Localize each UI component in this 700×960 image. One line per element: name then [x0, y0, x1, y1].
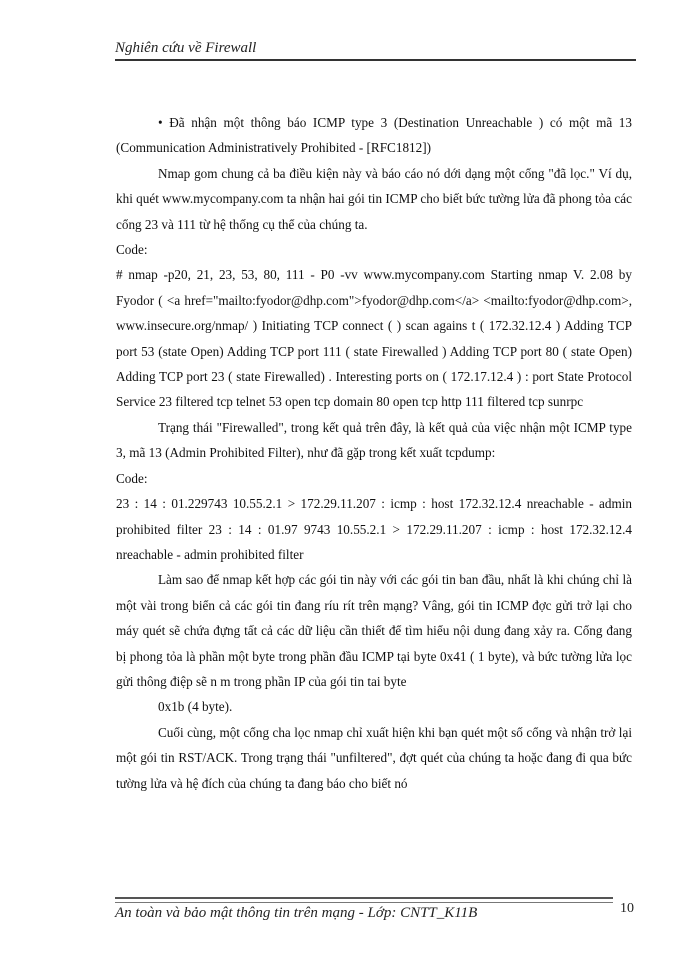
paragraph-nmap-intro: Nmap gom chung cả ba điều kiện này và báo cáo nó dới dạng một cổng "đã lọc." Ví dụ, khi quét www.mycompany.com ta nhận hai gói tin ICMP cho biết bức tường lửa đã phong tỏa các cổng 23 và 111 từ hệ thống cụ thể của chúng ta. — [116, 165, 632, 232]
paragraph-byte-offset: 0x1b (4 byte). — [158, 699, 233, 715]
code-label: Code: — [116, 470, 148, 486]
footer-divider — [115, 897, 613, 899]
page-header-title: Nghiên cứu về Firewall — [115, 40, 257, 56]
bullet-paragraph-icmp: • Đã nhận một thông báo ICMP type 3 (Destination Unreachable ) có một mã 13 (Communication Administratively Prohibited - [RFC1812]) — [116, 115, 632, 156]
header-divider — [115, 59, 636, 61]
paragraph-icmp-matching: Làm sao để nmap kết hợp các gói tin này với các gói tin ban đầu, nhất là khi chúng chỉ là một vài trong biển cả các gói tin đang ríu rít trên mạng? Vâng, gói tin ICMP đợc gửi trở lại cho máy quét sẽ chứa đựng tất cả các dữ liệu cần thiết để tìm hiểu nội dung đang xảy ra. Cổng đang bị phong tỏa là phần một byte trong phần đầu ICMP tại byte 0x41 ( 1 byte), và bức tường lửa lọc gửi thông điệp sẽ n m trong phần IP của gói tin tai byte — [116, 572, 632, 689]
footer-divider-thin — [115, 902, 613, 903]
code-block-nmap: # nmap -p20, 21, 23, 53, 80, 111 - P0 -vv www.mycompany.com Starting nmap V. 2.08 by Fyodor ( <a href="mailto:fyodor@dhp.com">fyodor@dhp.com</a> <mailto:fyodor@dhp.com>, www.insecure.org/nmap/ ) Initiating TCP connect ( ) scan agains t ( 172.32.12.4 ) Adding TCP port 53 (state Open) Adding TCP port 111 ( state Firewalled ) Adding TCP port 80 ( state Open) Adding TCP port 23 ( state Firewalled) . Interesting ports on ( 172.17.12.4 ) : port State Protocol Service 23 filtered tcp telnet 53 open tcp domain 80 open tcp http 111 filtered tcp sunrpc — [116, 267, 632, 410]
paragraph-unfiltered: Cuối cùng, một cổng cha lọc nmap chỉ xuất hiện khi bạn quét một số cổng và nhận trở lại một gói tin RST/ACK. Trong trạng thái "unfiltered", đợt quét của chúng ta hoặc đang đi qua bức tường lửa và hệ đích của chúng ta đang báo cho biết nó — [116, 724, 632, 791]
code-block-tcpdump: 23 : 14 : 01.229743 10.55.2.1 > 172.29.11.207 : icmp : host 172.32.12.4 nreachable - admin prohibited filter 23 : 14 : 01.97 9743 10.55.2.1 > 172.29.11.207 : icmp : host 172.32.12.4 nreachable - admin prohibited filter — [116, 496, 632, 562]
footer-course-title: An toàn và bảo mật thông tin trên mạng - Lớp: CNTT_K11B — [115, 905, 478, 921]
code-label: Code: — [116, 242, 148, 258]
page-number: 10 — [620, 901, 634, 916]
paragraph-firewalled-state: Trạng thái "Firewalled", trong kết quả trên đây, là kết quả của việc nhận một ICMP type 3, mã 13 (Admin Prohibited Filter), như đã gặp trong kết xuất tcpdump: — [116, 419, 632, 461]
document-body — [116, 110, 632, 796]
